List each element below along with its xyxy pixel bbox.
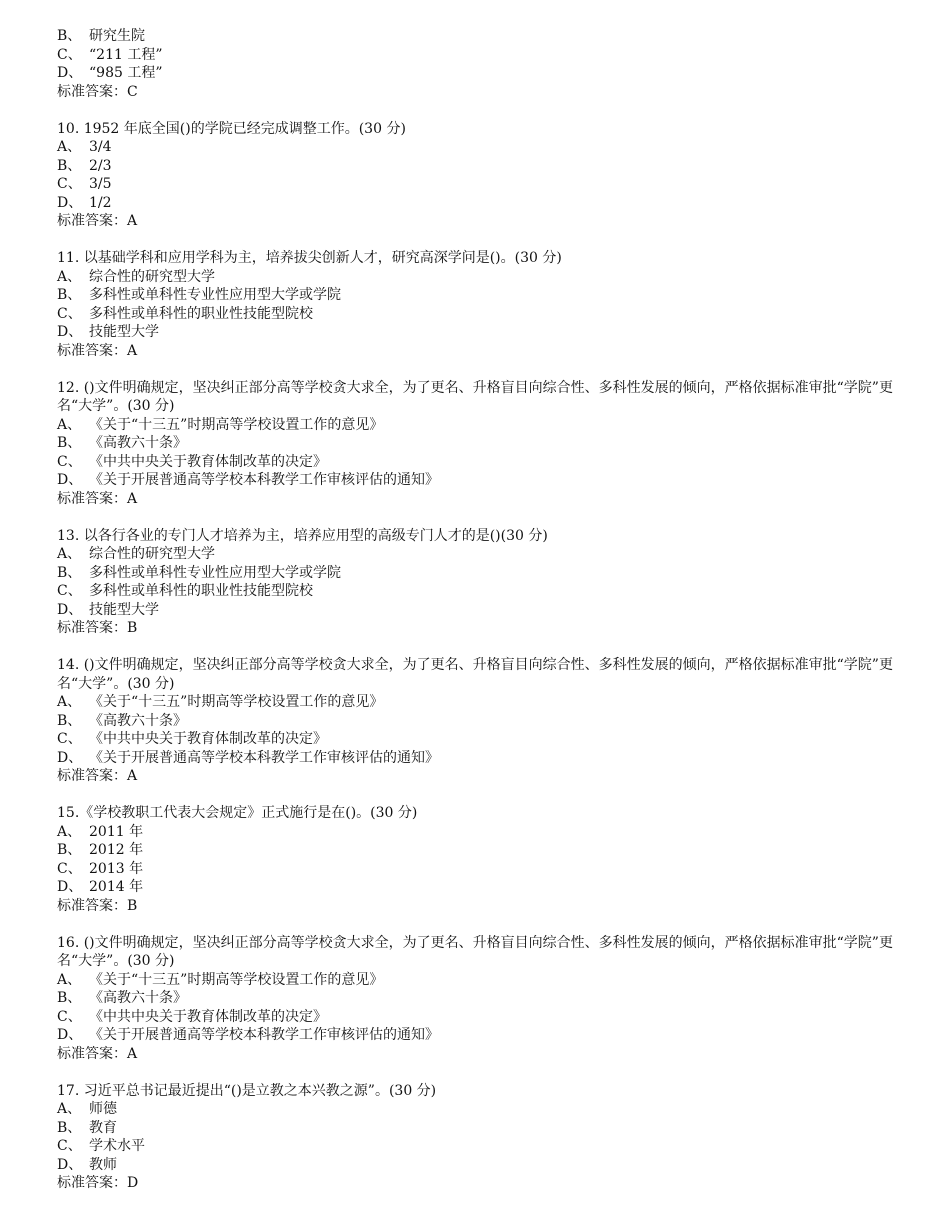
question-block-17	[57, 1082, 897, 1193]
question-block-14	[57, 656, 897, 786]
option-a: A、 《关于“十三五”时期高等学校设置工作的意见》	[57, 971, 384, 988]
option-c: C、 多科性或单科性的职业性技能型院校	[57, 583, 313, 599]
option-b: B、 《高教六十条》	[57, 990, 187, 1006]
option-b: B、 2/3	[57, 157, 112, 174]
option-a: A、 3/4	[57, 139, 112, 155]
option-a: A、 《关于“十三五”时期高等学校设置工作的意见》	[57, 416, 384, 433]
option-b: B、 《高教六十条》	[57, 435, 187, 451]
answer-line: 标准答案：A	[57, 342, 138, 359]
option-d: D、 《关于开展普通高等学校本科教学工作审核评估的通知》	[57, 472, 439, 488]
answer-line: 标准答案：D	[57, 1175, 139, 1191]
question-text: 11. 以基础学科和应用学科为主，培养拔尖创新人才，研究高深学问是()。(30 分)	[57, 250, 562, 266]
option-c: C、 “211 工程”	[57, 46, 163, 63]
option-c: C、 3/5	[57, 176, 112, 192]
answer-line: 标准答案：B	[57, 620, 138, 636]
option-c: C、 2013 年	[57, 860, 144, 877]
option-d: D、 《关于开展普通高等学校本科教学工作审核评估的通知》	[57, 749, 439, 766]
option-b: B、 多科性或单科性专业性应用型大学或学院	[57, 564, 341, 581]
option-c: C、 《中共中央关于教育体制改革的决定》	[57, 1008, 327, 1025]
question-block-12	[57, 379, 897, 509]
option-c: C、 多科性或单科性的职业性技能型院校	[57, 305, 313, 322]
option-b: B、 教育	[57, 1119, 117, 1136]
option-a: A、 师德	[57, 1101, 117, 1117]
option-d: D、 1/2	[57, 194, 112, 211]
answer-line: 标准答案：A	[57, 768, 138, 784]
question-text: 15.《学校教职工代表大会规定》正式施行是在()。(30 分)	[57, 805, 418, 821]
option-b: B、 《高教六十条》	[57, 712, 187, 729]
option-d: D、 技能型大学	[57, 601, 159, 618]
answer-line: 标准答案：B	[57, 897, 138, 914]
option-c: C、 《中共中央关于教育体制改革的决定》	[57, 453, 327, 470]
question-block-15	[57, 804, 897, 915]
question-block-10	[57, 120, 897, 231]
question-block-16	[57, 934, 897, 1064]
option-a: A、 综合性的研究型大学	[57, 268, 215, 285]
option-c: C、 《中共中央关于教育体制改革的决定》	[57, 731, 327, 747]
option-d: D、 技能型大学	[57, 324, 159, 340]
option-c: C、 学术水平	[57, 1138, 145, 1154]
question-text: 12. ()文件明确规定，坚决纠正部分高等学校贪大求全，为了更名、升格盲目向综合性、多科性发展的倾向，严格依据标准审批“学院”更名“大学”。(30 分)	[57, 379, 893, 414]
document-body	[57, 27, 897, 1211]
question-text: 14. ()文件明确规定，坚决纠正部分高等学校贪大求全，为了更名、升格盲目向综合性、多科性发展的倾向，严格依据标准审批“学院”更名“大学”。(30 分)	[57, 657, 893, 692]
answer-line: 标准答案：A	[57, 490, 138, 507]
option-b: B、 多科性或单科性专业性应用型大学或学院	[57, 287, 341, 303]
question-text: 10. 1952 年底全国()的学院已经完成调整工作。(30 分)	[57, 120, 406, 137]
question-text: 13. 以各行各业的专门人才培养为主，培养应用型的高级专门人才的是()(30 分)	[57, 527, 548, 544]
option-b: B、 2012 年	[57, 842, 144, 858]
option-a: A、 2011 年	[57, 823, 144, 840]
answer-line: 标准答案：A	[57, 213, 138, 229]
option-b: B、 研究生院	[57, 28, 145, 44]
answer-line: 标准答案：C	[57, 83, 138, 100]
question-text: 16. ()文件明确规定，坚决纠正部分高等学校贪大求全，为了更名、升格盲目向综合性、多科性发展的倾向，严格依据标准审批“学院”更名“大学”。(30 分)	[57, 934, 893, 969]
option-d: D、 2014 年	[57, 879, 144, 895]
option-d: D、 “985 工程”	[57, 65, 163, 81]
answer-line: 标准答案：A	[57, 1045, 138, 1062]
option-a: A、 《关于“十三五”时期高等学校设置工作的意见》	[57, 694, 384, 710]
question-text: 17. 习近平总书记最近提出“()是立教之本兴教之源”。(30 分)	[57, 1082, 437, 1099]
option-d: D、 教师	[57, 1156, 117, 1173]
option-a: A、 综合性的研究型大学	[57, 546, 215, 562]
option-d: D、 《关于开展普通高等学校本科教学工作审核评估的通知》	[57, 1027, 439, 1043]
question-block-11	[57, 249, 897, 360]
partial-question-block	[57, 27, 897, 101]
question-block-13	[57, 527, 897, 638]
